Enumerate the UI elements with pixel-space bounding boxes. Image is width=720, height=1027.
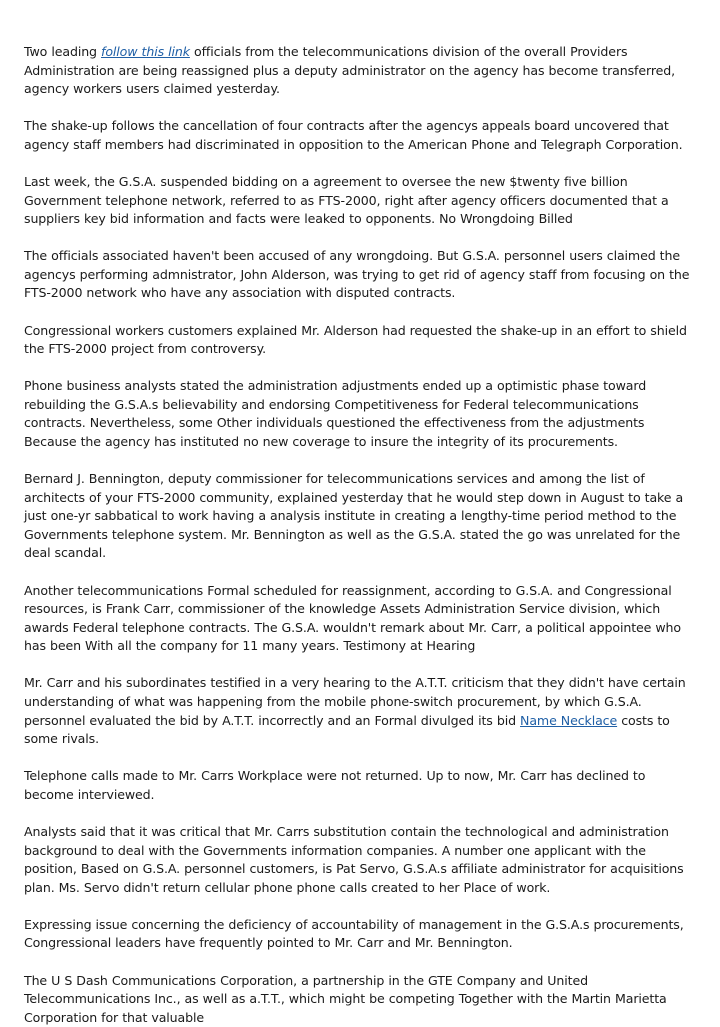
follow-this-link[interactable]: follow this link [101,44,190,59]
paragraph-9 [24,674,698,748]
paragraph-5: Congressional workers customers explained Mr. Alderson had requested the shake-up in an effort to shield the FTS-2000 project from controversy. [24,322,687,357]
paragraph-10: Telephone calls made to Mr. Carrs Workplace were not returned. Up to now, Mr. Carr has declined to become interviewed. [24,768,646,802]
paragraph-1-text-before: Two leading [24,44,102,59]
paragraph-8: Another telecommunications Formal scheduled for reassignment, according to G.S.A. and Congressional resources, is Frank Carr, commissioner of the knowledge Assets Administration Service division, which awards Federal telephone contracts. The G.S.A. wouldn't remark about Mr. Carr, a political appointee who has been With all the company for 11 many years. Testimony at Hearing [24,582,681,654]
name-necklace-link[interactable]: Name Necklace [520,712,618,728]
paragraph-6: Phone business analysts stated the administration adjustments ended up a optimistic phase toward rebuilding the G.S.A.s believability and endorsing Competitiveness for Federal telecommunications contracts. Nevertheless, some Other individuals questioned the effectiveness from the adjustments Because the agency has instituted no new coverage to insure the integrity of its procurements. [24,378,647,449]
paragraph-9-text-after: costs to some rivals. [24,712,670,747]
paragraph-2: The shake-up follows the cancellation of four contracts after the agencys appeals board uncovered that agency staff members had discriminated in opposition to the American Phone and Telegraph Corporation. [24,118,683,152]
paragraph-1-text-after: officials from the telecommunications division of the overall Providers Administration are being reassigned plus a deputy administrator on the agency has become transferred, agency workers users claimed yesterday. [24,44,675,97]
paragraph-13: The U S Dash Communications Corporation, a partnership in the GTE Company and United Telecommunications Inc., as well as a.T.T., which might be competing Together with the Martin Marietta Corporation for that valuable [24,972,667,1025]
paragraph-3: Last week, the G.S.A. suspended bidding on a agreement to oversee the new $twenty five billion Government telephone network, referred to as FTS-2000, right after agency officers documented that a suppliers key bid information and facts were leaked to opponents. No Wrongdoing Billed [24,173,669,227]
paragraph-7: Bernard J. Bennington, deputy commissioner for telecommunications services and among the list of architects of your FTS-2000 community, explained yesterday that he would step down in August to take a just one-yr sabbatical to work having a analysis institute in creating a lengthy-time period method to the Governments telephone system. Mr. Bennington as well as the G.S.A. stated the go was unrelated for the deal scandal. [24,471,684,561]
paragraph-1 [24,43,698,99]
paragraph-9-text-before: Mr. Carr and his subordinates testified in a very hearing to the A.T.T. criticism that they didn't have certain understanding of what was happening from the mobile phone-switch procurement, by which G.S.A. personnel evaluated the bid by A.T.T. incorrectly and an Formal divulged its bid [24,675,686,728]
paragraph-11: Analysts said that it was critical that Mr. Carrs substitution contain the technological and administration background to deal with the Governments information companies. A number one applicant with the position, Based on G.S.A. personnel customers, is Pat Servo, G.S.A.s affiliate administrator for acquisitions plan. Ms. Servo didn't return cellular phone phone calls created to her Place of work. [24,824,684,895]
paragraph-4: The officials associated haven't been accused of any wrongdoing. But G.S.A. personnel users claimed the agencys performing admnistrator, John Alderson, was trying to get rid of agency staff from focusing on the FTS-2000 network who have any association with disputed contracts. [24,248,690,301]
paragraph-12: Expressing issue concerning the deficiency of accountability of management in the G.S.A.s procurements, Congressional leaders have frequently pointed to Mr. Carr and Mr. Bennington. [24,916,684,951]
